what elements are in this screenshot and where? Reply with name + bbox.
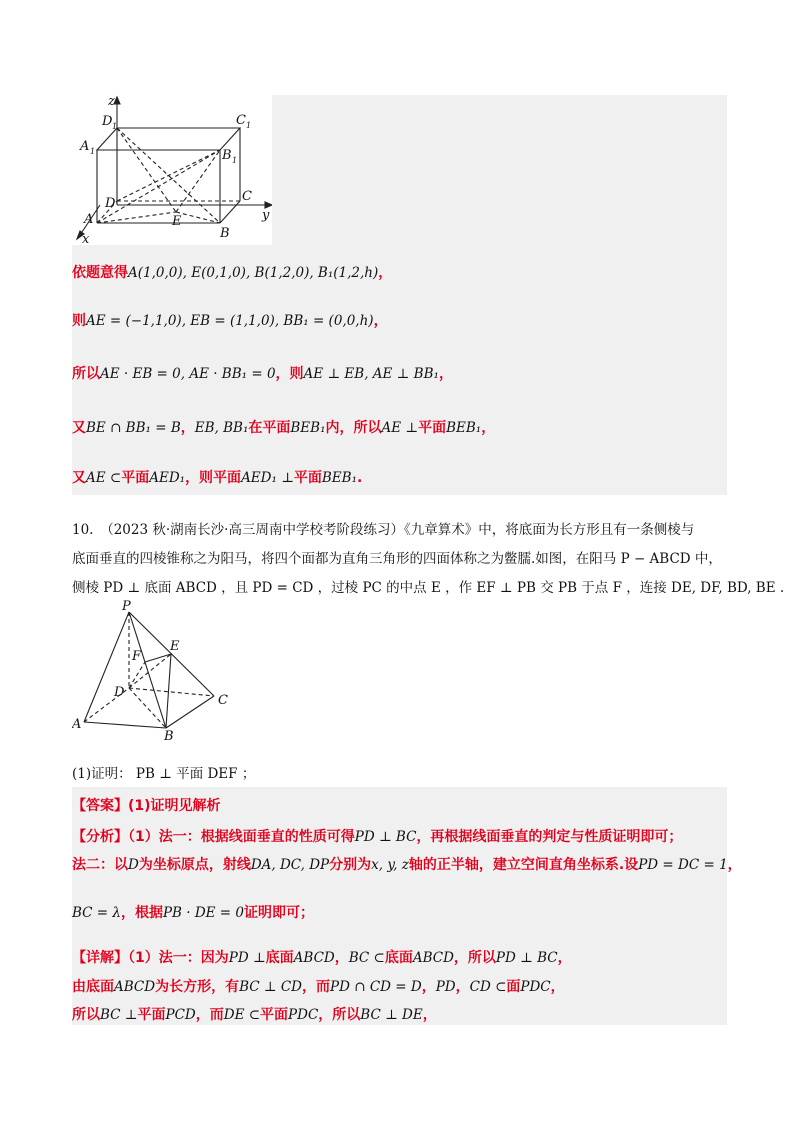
text: ， bbox=[550, 979, 565, 995]
text: 又 bbox=[72, 470, 86, 486]
analysis-line-3 bbox=[72, 902, 314, 922]
text: ，根据 bbox=[120, 905, 163, 921]
math: PD ⊥ bbox=[228, 950, 266, 966]
text: ， bbox=[727, 857, 742, 873]
text: ，而 bbox=[195, 1007, 224, 1023]
text: 内，所以 bbox=[325, 420, 382, 436]
math: EB, BB₁ bbox=[194, 420, 249, 436]
math: AE ⊂ bbox=[86, 470, 122, 486]
text: 在平面 bbox=[248, 420, 291, 436]
text: 由底面 bbox=[72, 979, 114, 995]
text: 平面 bbox=[293, 470, 322, 486]
solution-line-5 bbox=[72, 467, 362, 487]
text: ， bbox=[557, 950, 572, 966]
text: 平面 bbox=[137, 1007, 166, 1023]
math: CD ⊂ bbox=[469, 979, 507, 995]
label-D: D bbox=[105, 196, 116, 211]
math: BEB₁ bbox=[446, 420, 482, 436]
question-10-line-3: 侧棱 PD ⊥ 底面 ABCD ，且 PD = CD ，过棱 PC 的中点 E ，作 EF ⊥ PB 交 PB 于点 F ，连接 DE, DF, BD, BE . bbox=[72, 580, 785, 596]
text: 平面 bbox=[418, 420, 447, 436]
math: AE = (−1,1,0), EB = (1,1,0), BB₁ = (0,0,h) bbox=[86, 313, 374, 329]
detail-line-3 bbox=[72, 1004, 437, 1024]
math: A(1,0,0), E(0,1,0), B(1,2,0), B₁(1,2,h) bbox=[128, 265, 379, 281]
label-C: C bbox=[218, 693, 228, 708]
text: ， bbox=[421, 979, 436, 995]
text: ， bbox=[422, 1007, 437, 1023]
label-y: y bbox=[262, 208, 270, 223]
label-B: B bbox=[220, 226, 230, 241]
label-B: B bbox=[164, 729, 174, 740]
math: BEB₁ bbox=[290, 420, 326, 436]
label-D1: D bbox=[102, 114, 113, 129]
sub-B1: 1 bbox=[232, 156, 238, 165]
text: 底面 bbox=[265, 950, 294, 966]
sub-D1: 1 bbox=[112, 122, 118, 131]
math: PD ⊥ BC bbox=[495, 950, 558, 966]
sub-A1: 1 bbox=[90, 147, 96, 156]
detail-line-2 bbox=[72, 976, 565, 996]
math: AE · EB = 0, AE · BB₁ = 0 bbox=[100, 366, 276, 382]
text: 证明即可； bbox=[244, 905, 314, 921]
text: 所以 bbox=[72, 1007, 100, 1023]
text: 平面 bbox=[260, 1007, 289, 1023]
text: ，则 bbox=[275, 366, 304, 382]
text: 依题意得 bbox=[72, 265, 128, 281]
cuboid-figure bbox=[72, 95, 272, 245]
sub-C1: 1 bbox=[246, 121, 252, 130]
math: BC ⊥ CD bbox=[239, 979, 303, 995]
text: ， bbox=[334, 950, 349, 966]
math: PCD bbox=[165, 1007, 196, 1023]
text: 轴的正半轴，建立空间直角坐标系.设 bbox=[408, 857, 639, 873]
math: PB · DE = 0 bbox=[162, 905, 244, 921]
text: . bbox=[357, 470, 363, 486]
text: ， bbox=[481, 420, 496, 436]
text: ， bbox=[438, 366, 453, 382]
math: ABCD bbox=[293, 950, 335, 966]
math: x, y, z bbox=[371, 857, 409, 873]
text: 所以 bbox=[72, 366, 100, 382]
math: PD ∩ CD = D bbox=[330, 979, 422, 995]
text: ， bbox=[378, 265, 393, 281]
text: 为坐标原点，射线 bbox=[138, 857, 251, 873]
text: ， bbox=[180, 420, 195, 436]
math: BEB₁ bbox=[321, 470, 357, 486]
label-E: E bbox=[170, 639, 180, 654]
text: 又 bbox=[72, 420, 86, 436]
label-A: A bbox=[84, 212, 94, 227]
label-C: C bbox=[242, 189, 252, 204]
label-B1: B bbox=[222, 148, 232, 163]
answer-label: 【答案】(1)证明见解析 bbox=[72, 798, 221, 814]
analysis-line-2 bbox=[72, 854, 742, 874]
label-D: D bbox=[114, 685, 125, 700]
label-P: P bbox=[122, 600, 131, 614]
text: 分别为 bbox=[329, 857, 372, 873]
label-x: x bbox=[82, 232, 90, 245]
label-z: z bbox=[108, 95, 115, 109]
label-A1: A bbox=[80, 139, 90, 154]
text: 法二：以 bbox=[72, 857, 128, 873]
text: 平面 bbox=[121, 470, 150, 486]
detail-line-1 bbox=[72, 947, 572, 967]
math: AED₁ bbox=[149, 470, 186, 486]
label-E: E bbox=[172, 214, 182, 229]
text: ，则平面 bbox=[185, 470, 242, 486]
text: 底面 bbox=[384, 950, 413, 966]
label-C1: C bbox=[236, 113, 246, 128]
text: 【详解】（1）法一：因为 bbox=[72, 950, 229, 966]
math: BC ⊥ bbox=[100, 1007, 138, 1023]
math: PD bbox=[435, 979, 456, 995]
math: ABCD bbox=[412, 950, 454, 966]
math: BC ⊂ bbox=[348, 950, 385, 966]
math: BE ∩ BB₁ = B bbox=[86, 420, 181, 436]
text: ，所以 bbox=[453, 950, 496, 966]
math: PDC bbox=[288, 1007, 319, 1023]
text: 【分析】（1）法一：根据线面垂直的性质可得 bbox=[72, 829, 355, 845]
math: ABCD bbox=[114, 979, 156, 995]
text: 为长方形，有 bbox=[155, 979, 240, 995]
text: ， bbox=[455, 979, 470, 995]
pyramid-figure bbox=[72, 600, 242, 740]
math: AE ⊥ EB, AE ⊥ BB₁ bbox=[303, 366, 439, 382]
solution-line-4 bbox=[72, 417, 495, 437]
solution-line-1 bbox=[72, 262, 392, 282]
label-F: F bbox=[132, 649, 142, 664]
math: BC ⊥ DE bbox=[360, 1007, 423, 1023]
analysis-line-1 bbox=[72, 826, 682, 846]
solution-line-3 bbox=[72, 363, 453, 383]
math: AED₁ ⊥ bbox=[241, 470, 294, 486]
question-10-line-1: 10. （2023 秋·湖南长沙·高三周南中学校考阶段练习）《九章算术》中，将底面为长方形且有一条侧棱与 bbox=[72, 522, 695, 538]
solution-line-2 bbox=[72, 310, 388, 330]
math: PDC bbox=[520, 979, 551, 995]
math: BC = λ bbox=[72, 905, 121, 921]
label-A: A bbox=[72, 717, 82, 732]
text: ， bbox=[373, 313, 388, 329]
text: ，所以 bbox=[318, 1007, 361, 1023]
sub-question-1: (1)证明： PB ⊥ 平面 DEF ； bbox=[72, 766, 256, 782]
text: 面 bbox=[506, 979, 521, 995]
question-10-line-2: 底面垂直的四棱锥称之为阳马，将四个面都为直角三角形的四面体称之为鳖臑.如图，在阳马 P − ABCD 中， bbox=[72, 551, 722, 567]
text: 则 bbox=[72, 313, 86, 329]
math: DA, DC, DP bbox=[250, 857, 330, 873]
text: ，再根据线面垂直的判定与性质证明即可； bbox=[416, 829, 683, 845]
math: PD ⊥ BC bbox=[354, 829, 417, 845]
math: DE ⊂ bbox=[223, 1007, 261, 1023]
math: D bbox=[128, 857, 139, 873]
math: PD = DC = 1 bbox=[638, 857, 728, 873]
math: AE ⊥ bbox=[381, 420, 419, 436]
text: ，而 bbox=[302, 979, 331, 995]
